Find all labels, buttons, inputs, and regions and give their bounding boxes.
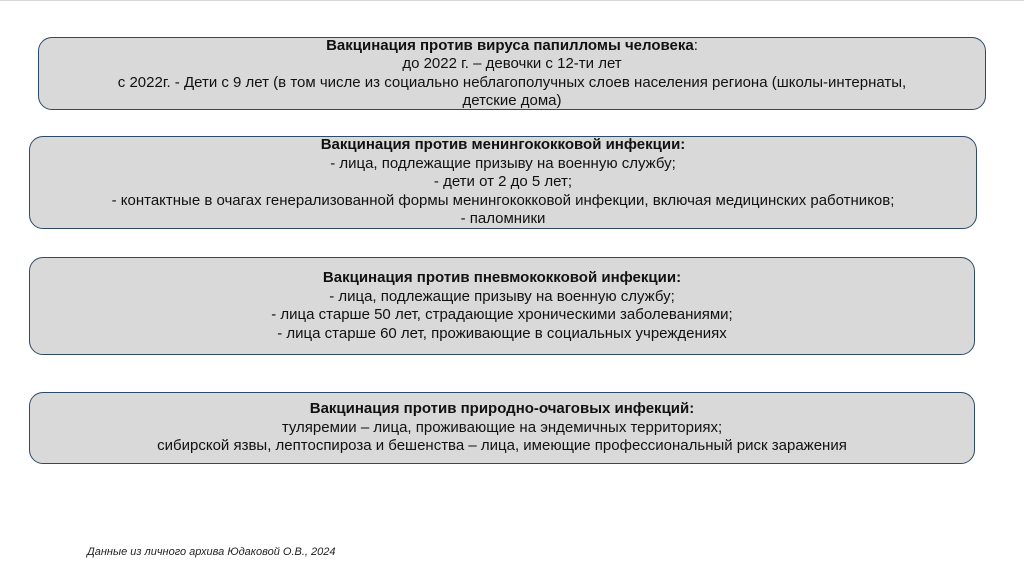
hpv-line-1: до 2022 г. – девочки с 12-ти лет bbox=[402, 55, 622, 72]
hpv-title-colon: : bbox=[693, 36, 698, 54]
source-footnote: Данные из личного архива Юдаковой О.В., 2024 bbox=[87, 546, 336, 558]
meningococcal-line-1: - лица, подлежащие призыву на военную службу; bbox=[330, 154, 676, 172]
meningococcal-line-4: - паломники bbox=[460, 210, 546, 228]
pneumococcal-vaccination-box bbox=[29, 257, 975, 355]
meningococcal-line-3: - контактные в очагах генерализованной формы менингококковой инфекции, включая медицинских работников; bbox=[111, 191, 895, 209]
natural-focal-line-2: сибирской язвы, лептоспироза и бешенства – лица, имеющие профессиональный риск заражения bbox=[157, 437, 847, 455]
meningococcal-title: Вакцинация против менингококковой инфекции: bbox=[320, 136, 686, 154]
hpv-title-line bbox=[326, 37, 698, 56]
pneumococcal-line-3: - лица старше 60 лет, проживающие в социальных учреждениях bbox=[277, 324, 727, 342]
top-divider bbox=[0, 0, 1024, 1]
hpv-vaccination-box bbox=[38, 37, 986, 110]
hpv-line-2: с 2022г. - Дети с 9 лет (в том числе из социально неблагополучных слоев населения региона (школы-интернаты, bbox=[117, 73, 907, 91]
hpv-title: Вакцинация против вируса папилломы человека bbox=[326, 36, 694, 54]
pneumococcal-line-1: - лица, подлежащие призыву на военную службу; bbox=[329, 287, 675, 305]
natural-focal-vaccination-box bbox=[29, 392, 975, 464]
pneumococcal-title: Вакцинация против пневмококковой инфекции: bbox=[322, 269, 682, 286]
natural-focal-title: Вакцинация против природно-очаговых инфекций: bbox=[309, 400, 695, 418]
pneumococcal-line-2: - лица старше 50 лет, страдающие хроническими заболеваниями; bbox=[271, 306, 733, 323]
hpv-line-3: детские дома) bbox=[462, 92, 562, 109]
meningococcal-line-2: - дети от 2 до 5 лет; bbox=[433, 173, 573, 191]
natural-focal-line-1: туляремии – лица, проживающие на эндемичных территориях; bbox=[281, 418, 723, 436]
meningococcal-vaccination-box bbox=[29, 136, 977, 229]
